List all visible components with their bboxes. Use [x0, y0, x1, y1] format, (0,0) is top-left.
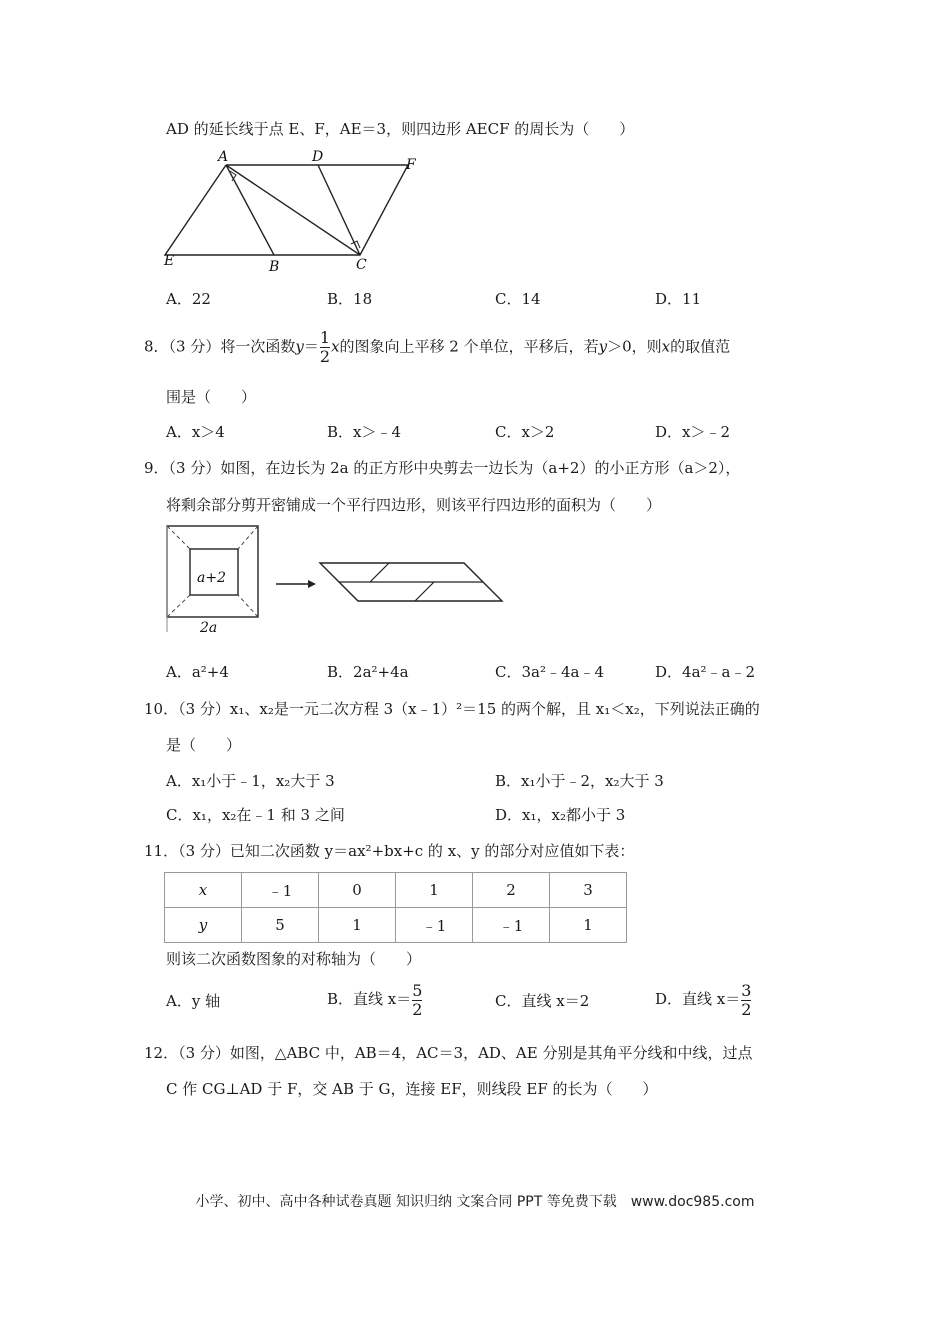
q10-stem-line2: 是（ ） — [166, 736, 242, 754]
q11-d-den: 2 — [741, 999, 752, 1019]
q8-text-b: 的图象向上平移 2 个单位，平移后，若 — [339, 337, 599, 356]
q7-parallelogram-figure — [160, 145, 430, 275]
q7-label-c: C — [356, 257, 367, 273]
q8-option-c[interactable]: C．x＞2 — [495, 423, 555, 441]
q10-score: （3 分） — [178, 700, 230, 718]
q8-score: （3 分） — [168, 337, 221, 356]
q7-label-a: A — [218, 149, 229, 165]
q10-stem-line1 — [144, 698, 760, 719]
q7-option-d[interactable]: D．11 — [655, 290, 702, 308]
q11-b-num: 5 — [412, 980, 423, 1000]
q7-label-d: D — [312, 149, 324, 165]
q7-option-a[interactable]: A．22 — [166, 290, 211, 308]
q7-label-f: F — [406, 157, 416, 173]
q10-option-b[interactable]: B．x₁小于﹣2，x₂大于 3 — [495, 772, 664, 790]
q9-stem-line1 — [144, 457, 740, 478]
q11-option-c[interactable]: C．直线 x＝2 — [495, 992, 590, 1010]
q11-option-b-text: B．直线 x＝ — [327, 990, 412, 1008]
q9-option-d[interactable]: D．4a²﹣a﹣2 — [655, 663, 756, 681]
q11-option-d-fraction — [741, 980, 752, 1019]
q10-option-a[interactable]: A．x₁小于﹣1，x₂大于 3 — [166, 772, 335, 790]
q10-number: 10． — [144, 700, 179, 718]
q9-text-1: 如图，在边长为 2a 的正方形中央剪去一边长为（a+2）的小正方形（a＞2）， — [220, 459, 741, 477]
q8-option-d[interactable]: D．x＞﹣2 — [655, 423, 731, 441]
q10-option-d[interactable]: D．x₁，x₂都小于 3 — [495, 806, 626, 824]
table-cell: 0 — [319, 873, 396, 908]
q7-label-b: B — [269, 259, 280, 275]
q8-text-d: 的取值范 — [670, 337, 731, 356]
q9-option-b[interactable]: B．2a²+4a — [327, 663, 409, 681]
table-cell: y — [165, 908, 242, 943]
q12-score: （3 分） — [178, 1044, 230, 1062]
q8-number: 8． — [144, 337, 169, 356]
q11-score: （3 分） — [178, 842, 230, 860]
q8-stem-line2: 围是（ ） — [166, 388, 257, 406]
q9-label-inner: a+2 — [197, 570, 226, 586]
q11-stem — [144, 840, 634, 861]
table-cell: ﹣1 — [396, 908, 473, 943]
table-cell: ﹣1 — [473, 908, 550, 943]
q7-option-c[interactable]: C．14 — [495, 290, 541, 308]
q7-label-e: E — [164, 253, 175, 269]
table-cell: 1 — [550, 908, 627, 943]
q8-frac-num: 1 — [319, 328, 331, 347]
q11-option-b-fraction — [412, 980, 423, 1019]
q7-option-b[interactable]: B．18 — [327, 290, 373, 308]
table-cell: ﹣1 — [242, 873, 319, 908]
q8-option-b[interactable]: B．x＞﹣4 — [327, 423, 402, 441]
q10-option-c[interactable]: C．x₁，x₂在﹣1 和 3 之间 — [166, 806, 345, 824]
q8-stem: 8．（3 分）将一次函数y＝ $\frac{1}{2}$ x的图象向上平移 2 个单位，平移后，若y＞0，则x的取值范 — [144, 328, 731, 366]
table-cell: x — [165, 873, 242, 908]
table-row — [165, 873, 627, 908]
q9-score: （3 分） — [168, 459, 221, 477]
table-cell: 3 — [550, 873, 627, 908]
q8-fraction — [320, 330, 330, 365]
q12-stem-line2: C 作 CG⊥AD 于 F，交 AB 于 G，连接 EF，则线段 EF 的长为（ ） — [166, 1080, 658, 1098]
q8-text-c: ，则 — [631, 337, 662, 356]
q9-stem-line2: 将剩余部分剪开密铺成一个平行四边形，则该平行四边形的面积为（ ） — [166, 496, 662, 514]
table-cell: 1 — [396, 873, 473, 908]
q9-square-figure — [160, 520, 520, 638]
q12-text-1: 如图，△ABC 中，AB＝4，AC＝3，AD、AE 分别是其角平分线和中线，过点 — [229, 1044, 753, 1062]
q11-option-d-text: D．直线 x＝ — [655, 990, 741, 1008]
q8-option-a[interactable]: A．x＞4 — [166, 423, 225, 441]
q11-b-den: 2 — [412, 999, 423, 1019]
q9-option-c[interactable]: C．3a²﹣4a﹣4 — [495, 663, 605, 681]
q12-stem-line1 — [144, 1042, 753, 1063]
q12-number: 12． — [144, 1044, 179, 1062]
q11-number: 11． — [144, 842, 179, 860]
q9-option-a[interactable]: A．a²+4 — [166, 663, 229, 681]
q11-d-num: 3 — [741, 980, 752, 1000]
q11-after-text: 则该二次函数图象的对称轴为（ ） — [166, 950, 422, 968]
q8-frac-den: 2 — [319, 347, 331, 366]
q8-text-a: 将一次函数 — [220, 337, 296, 356]
table-row — [165, 908, 627, 943]
q7-stem-tail: AD 的延长线于点 E、F，AE＝3，则四边形 AECF 的周长为（ ） — [166, 120, 635, 138]
q11-option-b[interactable] — [327, 982, 423, 1018]
q11-value-table — [164, 872, 627, 943]
q10-text-1: x₁、x₂是一元二次方程 3（x﹣1）²＝15 的两个解，且 x₁＜x₂，下列说法正确的 — [229, 700, 760, 718]
q9-label-outer: 2a — [200, 620, 218, 636]
q9-number: 9． — [144, 459, 169, 477]
q11-option-d[interactable] — [655, 982, 752, 1018]
table-cell: 5 — [242, 908, 319, 943]
table-cell: 1 — [319, 908, 396, 943]
q11-text: 已知二次函数 y＝ax²+bx+c 的 x、y 的部分对应值如下表： — [229, 842, 635, 860]
q11-option-a[interactable]: A．y 轴 — [166, 992, 221, 1010]
table-cell: 2 — [473, 873, 550, 908]
page-footer: 小学、初中、高中各种试卷真题 知识归纳 文案合同 PPT 等免费下载 www.doc985.com — [195, 1194, 755, 1210]
